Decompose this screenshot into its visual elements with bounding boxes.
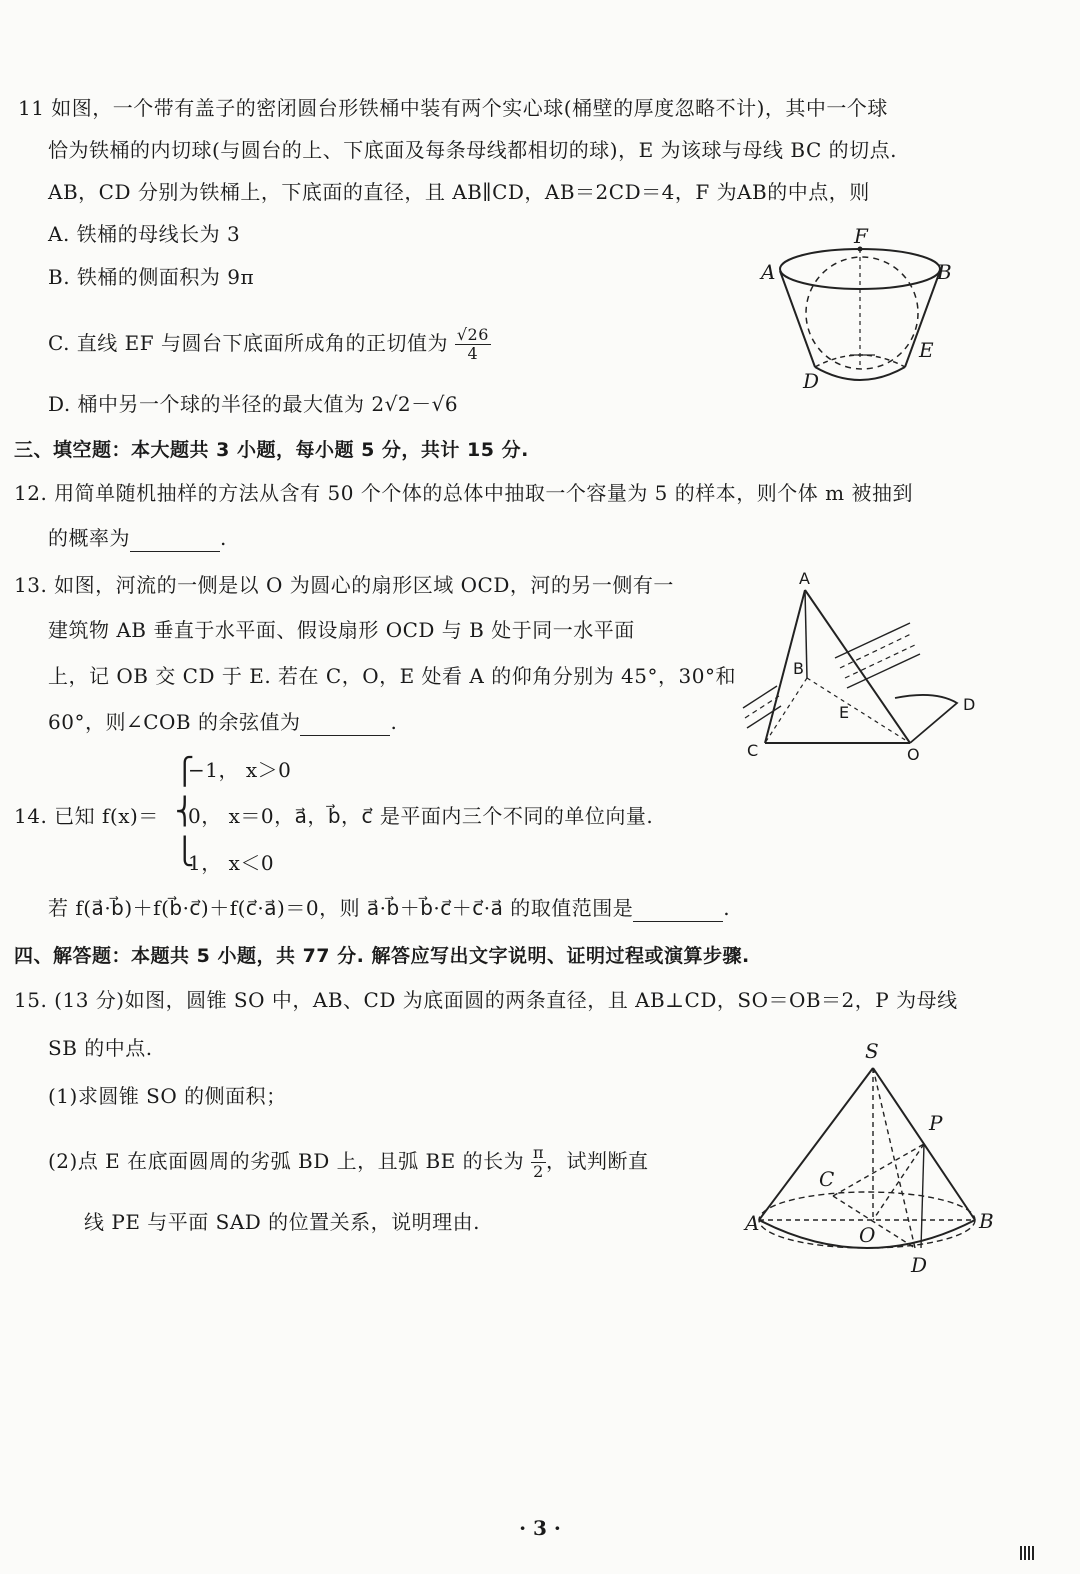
q15-figure-cone (745, 1040, 1025, 1284)
fig13-label-O: O (907, 745, 920, 764)
q11-option-c-text: C. 直线 EF 与圆台下底面所成角的正切值为 (48, 331, 448, 355)
q11-option-d: D. 桶中另一个球的半径的最大值为 2√2－√6 (48, 392, 459, 416)
fraction-denominator: 2 (533, 1162, 544, 1181)
fig11-label-A: A (761, 260, 776, 284)
fig13-label-D: D (963, 695, 976, 714)
q14-case2: 0， x＝0，a⃗，b⃗，c⃗ 是平面内三个不同的单位向量. (188, 804, 654, 828)
fig11-label-D: D (803, 369, 820, 393)
fig15-label-C: C (819, 1167, 835, 1191)
q14-period: . (723, 896, 731, 920)
fig15-label-S: S (865, 1039, 879, 1063)
q11-option-a: A. 铁桶的母线长为 3 (48, 222, 241, 246)
page-number: · 3 · (519, 1516, 561, 1540)
q11-line1: 11 如图，一个带有盖子的密闭圆台形铁桶中装有两个实心球(桶壁的厚度忽略不计)，其中一个球 (18, 96, 888, 120)
q15-line2: SB 的中点. (48, 1036, 153, 1060)
fig11-label-F: F (854, 224, 868, 248)
q12-line2 (48, 524, 227, 552)
q11-figure-frustum (755, 225, 955, 399)
q14-prefix: 14. 已知 f(x)＝ (14, 804, 159, 828)
q12-text: 的概率为 (48, 526, 130, 550)
fig13-label-B: B (793, 659, 804, 678)
q13-line2: 建筑物 AB 垂直于水平面、假设扇形 OCD 与 B 处于同一水平面 (48, 618, 635, 642)
q14-case1: −1， x＞0 (188, 758, 292, 782)
q12-line1: 12. 用简单随机抽样的方法从含有 50 个个体的总体中抽取一个容量为 5 的样本，则个体 m 被抽到 (14, 481, 913, 505)
q13-period: . (390, 710, 398, 734)
fraction-numerator: √26 (456, 325, 489, 344)
q13-line4 (48, 708, 397, 736)
fig15-label-D: D (911, 1253, 928, 1277)
q15-line1: 15. (13 分)如图，圆锥 SO 中，AB、CD 为底面圆的两条直径，且 AB⊥CD，SO＝OB＝2，P 为母线 (14, 988, 958, 1012)
fig13-label-A: A (799, 569, 810, 588)
q13-answer-blank (300, 715, 390, 736)
qr-code-icon (1020, 1546, 1034, 1560)
fig13-label-E: E (839, 703, 850, 722)
section-4-heading: 四、解答题：本题共 5 小题，共 77 分. 解答应写出文字说明、证明过程或演算步骤. (14, 945, 750, 967)
q11-line3: AB，CD 分别为铁桶上，下底面的直径，且 AB∥CD，AB＝2CD＝4，F 为AB的中点，则 (48, 180, 870, 204)
fig11-label-B: B (937, 260, 952, 284)
q11-option-c (48, 326, 491, 363)
q11-option-b: B. 铁桶的侧面积为 9π (48, 265, 255, 289)
q13-line1: 13. 如图，河流的一侧是以 O 为圆心的扇形区域 OCD，河的另一侧有一 (14, 573, 674, 597)
q14-brace: ⎧ ⎨ ⎩ (175, 757, 195, 867)
fig15-label-A: A (745, 1211, 760, 1235)
q14-answer-blank (633, 901, 723, 922)
q12-answer-blank (130, 531, 220, 552)
fig15-label-P: P (929, 1111, 943, 1135)
section-3-heading: 三、填空题：本大题共 3 小题，每小题 5 分，共计 15 分. (14, 439, 529, 461)
q11-option-c-fraction (455, 326, 491, 363)
q15-part1: (1)求圆锥 SO 的侧面积； (48, 1084, 287, 1108)
q15-part2-fraction (531, 1144, 546, 1181)
q14-line2 (48, 894, 730, 922)
q14-text: 若 f(a⃗·b⃗)＋f(b⃗·c⃗)＋f(c⃗·a⃗)＝0，则 a⃗·b⃗＋b⃗·c⃗＋c⃗·a⃗ 的取值范围是 (48, 896, 634, 920)
q15-part2-text: (2)点 E 在底面圆周的劣弧 BD 上，且弧 BE 的长为 (48, 1149, 525, 1173)
q13-figure-river (735, 568, 995, 772)
q14-case3: 1， x＜0 (188, 851, 275, 875)
q13-line3: 上，记 OB 交 CD 于 E. 若在 C，O，E 处看 A 的仰角分别为 45°，30°和 (48, 664, 736, 688)
q15-part2-line2: 线 PE 与平面 SAD 的位置关系，说明理由. (84, 1210, 481, 1234)
fig11-label-E: E (919, 338, 934, 362)
fig15-label-B: B (979, 1209, 994, 1233)
q15-part2-end: ，试判断直 (545, 1149, 649, 1173)
q11-line2: 恰为铁桶的内切球(与圆台的上、下底面及每条母线都相切的球)，E 为该球与母线 BC 的切点. (48, 138, 898, 162)
fig13-label-C: C (747, 741, 759, 760)
fraction-numerator: π (532, 1143, 544, 1162)
q15-part2 (48, 1144, 648, 1181)
fig15-label-O: O (859, 1223, 876, 1247)
q13-text: 60°，则∠COB 的余弦值为 (48, 710, 301, 734)
q12-period: . (220, 526, 227, 550)
fraction-denominator: 4 (467, 344, 479, 363)
